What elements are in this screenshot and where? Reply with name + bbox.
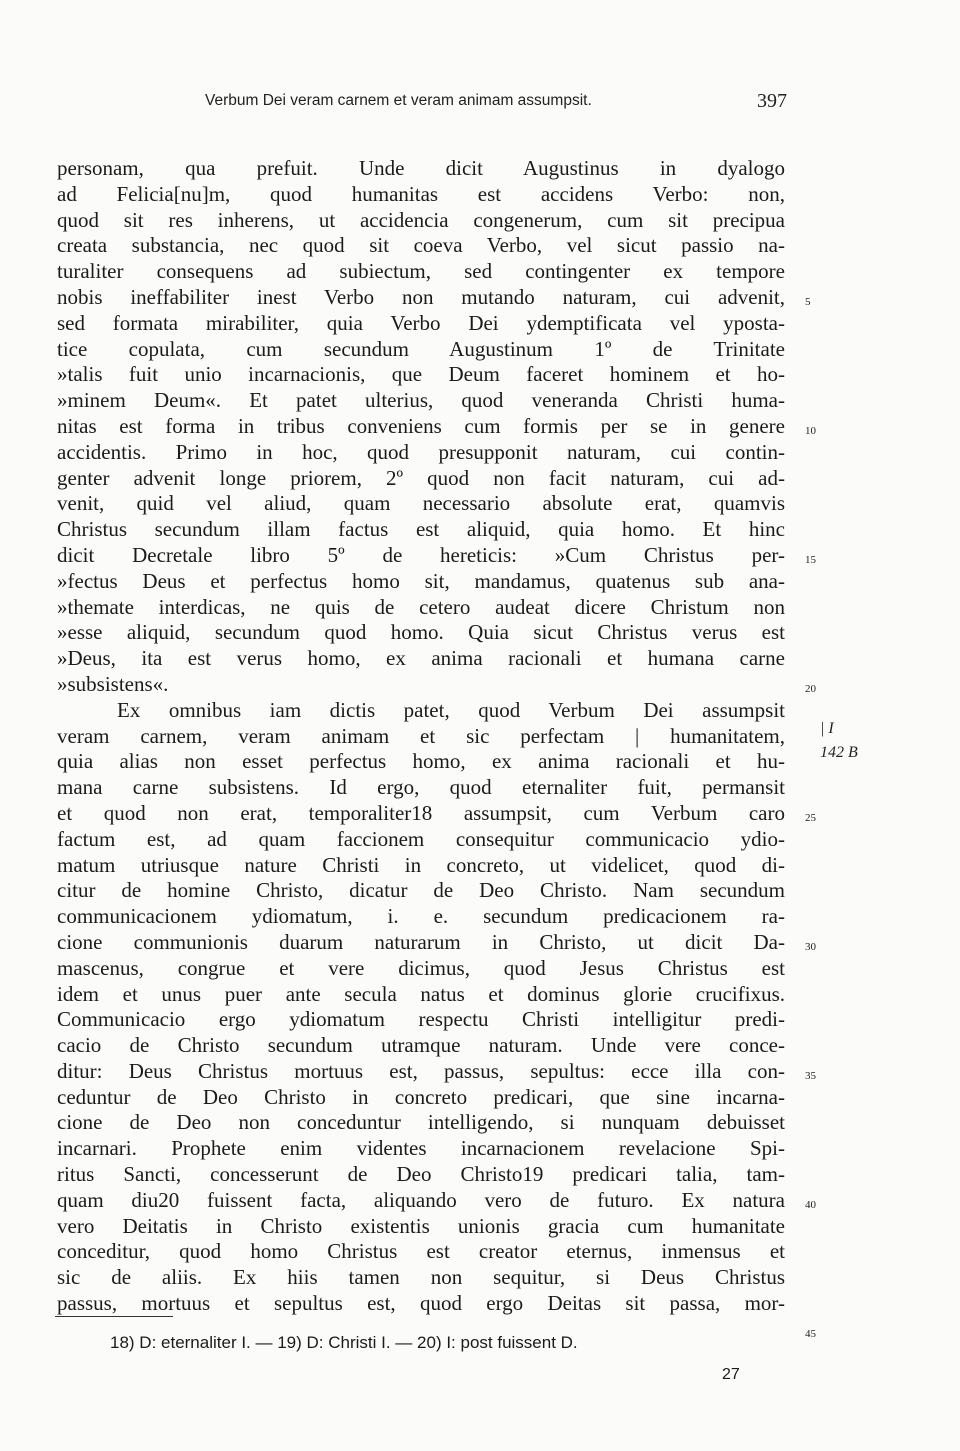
- text-line: ritus Sancti, concesserunt de Deo Christo19 predicari talia, tam-: [57, 1162, 785, 1187]
- line-number: 5: [805, 296, 811, 308]
- line-number: 15: [805, 554, 816, 566]
- margin-reference: 142 B: [820, 744, 858, 761]
- text-line: matum utriusque nature Christi in concreto, ut videlicet, quod di-: [57, 852, 785, 877]
- text-line: Communicacio ergo ydiomatum respectu Christi intelligitur predi-: [57, 1007, 785, 1032]
- text-line: idem et unus puer ante secula natus et dominus glorie crucifixus.: [57, 981, 785, 1006]
- running-title: Verbum Dei veram carnem et veram animam assumpsit.: [205, 92, 592, 109]
- text-line: nobis ineffabiliter inest Verbo non mutando naturam, cui advenit,: [57, 284, 785, 309]
- text-line: »themate interdicas, ne quis de cetero audeat dicere Christum non: [57, 594, 785, 619]
- text-line: vero Deitatis in Christo existentis unionis gracia cum humanitate: [57, 1213, 785, 1238]
- text-line: mascenus, congrue et vere dicimus, quod Jesus Christus est: [57, 955, 785, 980]
- text-line: communicacionem ydiomatum, i. e. secundum predicacionem ra-: [57, 904, 785, 929]
- line-number: 45: [805, 1328, 816, 1340]
- text-line: sed formata mirabiliter, quia Verbo Dei ydemptificata vel ypostа-: [57, 310, 785, 335]
- text-line: »minem Deum«. Et patet ulterius, quod veneranda Christi huma-: [57, 388, 785, 413]
- text-line: veram carnem, veram animam et sic perfectam | humanitatem,: [57, 723, 785, 748]
- text-line: mana carne subsistens. Id ergo, quod eternaliter fuit, permansit: [57, 775, 785, 800]
- text-line: personam, qua prefuit. Unde dicit Augustinus in dyalogo: [57, 156, 785, 180]
- text-line: ceduntur de Deo Christo in concreto predicari, que sine incarna-: [57, 1084, 785, 1109]
- text-line: Christus secundum illam factus est aliquid, quia homo. Et hinc: [57, 517, 785, 542]
- text-line: cione communionis duarum naturarum in Christo, ut dicit Da-: [57, 929, 785, 954]
- sheet-number: 27: [722, 1366, 740, 1383]
- text-line: passus, mortuus et sepultus est, quod ergo Deitas sit passa, mor-: [57, 1291, 785, 1316]
- text-line: sic de aliis. Ex hiis tamen non sequitur, si Deus Christus: [57, 1265, 785, 1290]
- line-number: 20: [805, 683, 816, 695]
- text-line: citur de homine Christo, dicatur de Deo Christo. Nam secundum: [57, 878, 785, 903]
- text-line: cacio de Christo secundum utramque naturam. Unde vere conce-: [57, 1033, 785, 1058]
- text-line: quod sit res inherens, ut accidencia congenerum, cum sit precipua: [57, 207, 785, 232]
- text-line: »fectus Deus et perfectus homo sit, mandamus, quatenus sub ana-: [57, 568, 785, 593]
- text-line: quam diu20 fuissent facta, aliquando vero de futuro. Ex natura: [57, 1187, 785, 1212]
- line-number: 35: [805, 1070, 816, 1082]
- text-line: turaliter consequens ad subiectum, sed contingenter ex tempore: [57, 259, 785, 284]
- text-line: ditur: Deus Christus mortuus est, passus, sepultus: ecce illa con-: [57, 1058, 785, 1083]
- main-text: [57, 156, 785, 1317]
- text-line: et quod non erat, temporaliter18 assumpsit, cum Verbum caro: [57, 800, 785, 825]
- text-line: tice copulata, cum secundum Augustinum 1º de Trinitate: [57, 336, 785, 361]
- line-number: 10: [805, 425, 816, 437]
- text-line: genter advenit longe priorem, 2º quod non facit naturam, cui ad-: [57, 465, 785, 490]
- text-line: »Deus, ita est verus homo, ex anima racionali et humana carne: [57, 646, 785, 671]
- text-line: incarnari. Prophete enim videntes incarnacionem revelacione Spi-: [57, 1136, 785, 1161]
- text-line: dicit Decretale libro 5º de hereticis: »Cum Christus per-: [57, 542, 785, 567]
- footnote-rule: [55, 1316, 173, 1317]
- text-line: »esse aliquid, secundum quod homo. Quia sicut Christus verus est: [57, 620, 785, 645]
- page-number: 397: [757, 90, 787, 112]
- text-line: conceditur, quod homo Christus est creator eternus, inmensus et: [57, 1239, 785, 1264]
- footnotes: 18) D: eternaliter I. — 19) D: Christi I. — 20) I: post fuissent D.: [110, 1333, 578, 1352]
- text-line: nitas est forma in tribus conveniens cum formis per se in genere: [57, 413, 785, 438]
- margin-reference: | I: [820, 720, 834, 737]
- text-line: creata substancia, nec quod sit coeva Verbo, vel sicut passio na-: [57, 233, 785, 258]
- text-line: quia alias non esset perfectus homo, ex anima racionali et hu-: [57, 749, 785, 774]
- line-number: 30: [805, 941, 816, 953]
- text-line: cione de Deo non conceduntur intelligendo, si nunquam debuisset: [57, 1110, 785, 1135]
- text-line: ad Felicia[nu]m, quod humanitas est accidens Verbo: non,: [57, 181, 785, 206]
- text-line: »subsistens«.: [57, 671, 169, 696]
- text-line: Ex omnibus iam dictis patet, quod Verbum Dei assumpsit: [117, 697, 785, 722]
- text-line: accidentis. Primo in hoc, quod presupponit naturam, cui contin-: [57, 439, 785, 464]
- line-number: 25: [805, 812, 816, 824]
- text-line: venit, quid vel aliud, quam necessario absolute erat, quamvis: [57, 491, 785, 516]
- line-number: 40: [805, 1199, 816, 1211]
- text-line: »talis fuit unio incarnacionis, que Deum faceret hominem et ho-: [57, 362, 785, 387]
- text-line: factum est, ad quam faccionem consequitur communicacio ydio-: [57, 826, 785, 851]
